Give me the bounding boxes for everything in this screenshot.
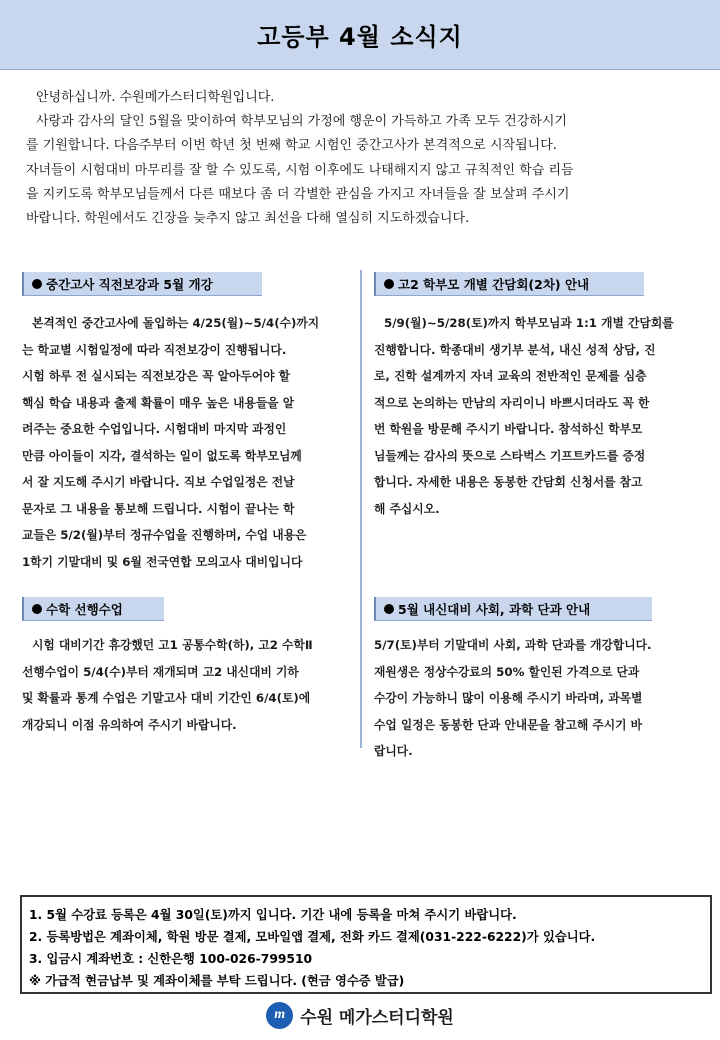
page-title: 고등부 4월 소식지 bbox=[257, 23, 463, 51]
body-line: 본격적인 중간고사에 돌입하는 4/25(월)~5/4(수)까지 bbox=[32, 316, 320, 330]
section-title-text: 5월 내신대비 사회, 과학 단과 안내 bbox=[398, 601, 591, 617]
body-line: 교들은 5/2(월)부터 정규수업을 진행하며, 수업 내용은 bbox=[22, 528, 307, 542]
body-line: 서 잘 지도해 주시기 바랍니다. 직보 수업일정은 전날 bbox=[22, 475, 295, 489]
section-title-parent-meeting bbox=[374, 272, 644, 296]
academy-logo-icon: m bbox=[266, 1002, 293, 1029]
academy-name: 수원 메가스터디학원 bbox=[300, 1007, 454, 1028]
body-line: 핵심 학습 내용과 출제 확률이 매우 높은 내용들을 알 bbox=[22, 395, 295, 410]
registration-notice-box bbox=[20, 895, 712, 994]
body-line: 시험 하루 전 실시되는 직전보강은 꼭 알아두어야 할 bbox=[22, 369, 291, 383]
body-line: 수업 일정은 동봉한 단과 안내문을 참고해 주시기 바 bbox=[374, 717, 643, 732]
notice-line: 1. 5월 수강료 등록은 4월 30일(토)까지 입니다. 기간 내에 등록을 마쳐 주시기 바랍니다. bbox=[29, 908, 517, 922]
section-title-social-science bbox=[374, 597, 652, 621]
body-line: 는 학교별 시험일정에 따라 직전보강이 진행됩니다. bbox=[22, 342, 287, 357]
body-line: 려주는 중요한 수업입니다. 시험대비 마지막 과정인 bbox=[22, 422, 287, 436]
footer-logo bbox=[0, 998, 720, 1032]
body-line: 개강되니 이점 유의하여 주시기 바랍니다. bbox=[22, 717, 237, 732]
body-line: 님들께는 감사의 뜻으로 스타벅스 기프트카드를 증정 bbox=[374, 448, 646, 463]
section-body-social-science bbox=[374, 632, 704, 765]
bullet-icon bbox=[384, 604, 394, 614]
body-line: 만큼 아이들이 지각, 결석하는 일이 없도록 학부모님께 bbox=[22, 448, 302, 463]
body-line: 합니다. 자세한 내용은 동봉한 간담회 신청서를 참고 bbox=[374, 475, 643, 489]
body-line: 5/7(토)부터 기말대비 사회, 과학 단과를 개강합니다. bbox=[374, 638, 652, 652]
body-line: 1학기 기말대비 및 6월 전국연합 모의고사 대비입니다 bbox=[22, 554, 303, 569]
body-line: 문자로 그 내용을 통보해 드립니다. 시험이 끝나는 학 bbox=[22, 501, 295, 516]
header-banner bbox=[0, 0, 720, 70]
bullet-icon bbox=[32, 604, 42, 614]
intro-line: 을 지키도록 학부모님들께서 다른 때보다 좀 더 각별한 관심을 가지고 자녀들을 잘 보살펴 주시기 bbox=[26, 186, 570, 202]
column-divider bbox=[360, 270, 362, 748]
body-line: 로, 진학 설계까지 자녀 교육의 전반적인 문제를 심층 bbox=[374, 369, 647, 383]
intro-line: 사랑과 감사의 달인 5월을 맞이하여 학부모님의 가정에 행운이 가득하고 가족 모두 건강하시기 bbox=[36, 114, 567, 130]
intro-line: 를 기원합니다. 다음주부터 이번 학년 첫 번째 학교 시험인 중간고사가 본격적으로 시작됩니다. bbox=[26, 138, 557, 154]
body-line: 재원생은 정상수강료의 50% 할인된 가격으로 단과 bbox=[374, 664, 640, 679]
bullet-icon bbox=[384, 279, 394, 289]
body-line: 시험 대비기간 휴강했던 고1 공통수학(하), 고2 수학Ⅱ bbox=[32, 638, 313, 652]
notice-line: 2. 등록방법은 계좌이체, 학원 방문 결제, 모바일앱 결제, 전화 카드 결제(031-222-6222)가 있습니다. bbox=[29, 930, 596, 944]
body-line: 적으로 논의하는 만남의 자리이니 바쁘시더라도 꼭 한 bbox=[374, 395, 650, 410]
intro-line: 자녀들이 시험대비 마무리를 잘 할 수 있도록, 시험 이후에도 나태해지지 않고 규칙적인 학습 리듬 bbox=[26, 162, 574, 178]
body-line: 수강이 가능하니 많이 이용해 주시기 바라며, 과목별 bbox=[374, 691, 643, 705]
intro-line: 바랍니다. 학원에서도 긴장을 늦추지 않고 최선을 다해 열심히 지도하겠습니다. bbox=[26, 211, 470, 227]
notice-line: ※ 가급적 현금납부 및 계좌이체를 부탁 드립니다. (현금 영수증 발급) bbox=[29, 974, 405, 988]
bullet-icon bbox=[32, 279, 42, 289]
section-body-math-advance bbox=[22, 632, 352, 738]
intro-line: 안녕하십니까. 수원메가스터디학원입니다. bbox=[36, 90, 275, 105]
section-title-midterm bbox=[22, 272, 262, 296]
body-line: 5/9(월)~5/28(토)까지 학부모님과 1:1 개별 간담회를 bbox=[384, 316, 674, 330]
body-line: 및 확률과 통계 수업은 기말고사 대비 기간인 6/4(토)에 bbox=[22, 691, 311, 705]
notice-line: 3. 입금시 계좌번호 : 신한은행 100-026-799510 bbox=[29, 952, 313, 966]
body-line: 진행합니다. 학종대비 생기부 분석, 내신 성적 상담, 진 bbox=[374, 342, 656, 357]
body-line: 해 주십시오. bbox=[374, 501, 440, 516]
section-title-text: 수학 선행수업 bbox=[46, 601, 123, 617]
intro-paragraph bbox=[26, 86, 698, 231]
body-line: 선행수업이 5/4(수)부터 재개되며 고2 내신대비 기하 bbox=[22, 664, 299, 679]
section-title-text: 고2 학부모 개별 간담회(2차) 안내 bbox=[398, 276, 590, 292]
section-body-midterm bbox=[22, 310, 352, 575]
section-title-text: 중간고사 직전보강과 5월 개강 bbox=[46, 276, 213, 292]
section-title-math-advance bbox=[22, 597, 164, 621]
section-body-parent-meeting bbox=[374, 310, 704, 522]
body-line: 랍니다. bbox=[374, 744, 413, 758]
body-line: 번 학원을 방문해 주시기 바랍니다. 참석하신 학부모 bbox=[374, 422, 643, 436]
